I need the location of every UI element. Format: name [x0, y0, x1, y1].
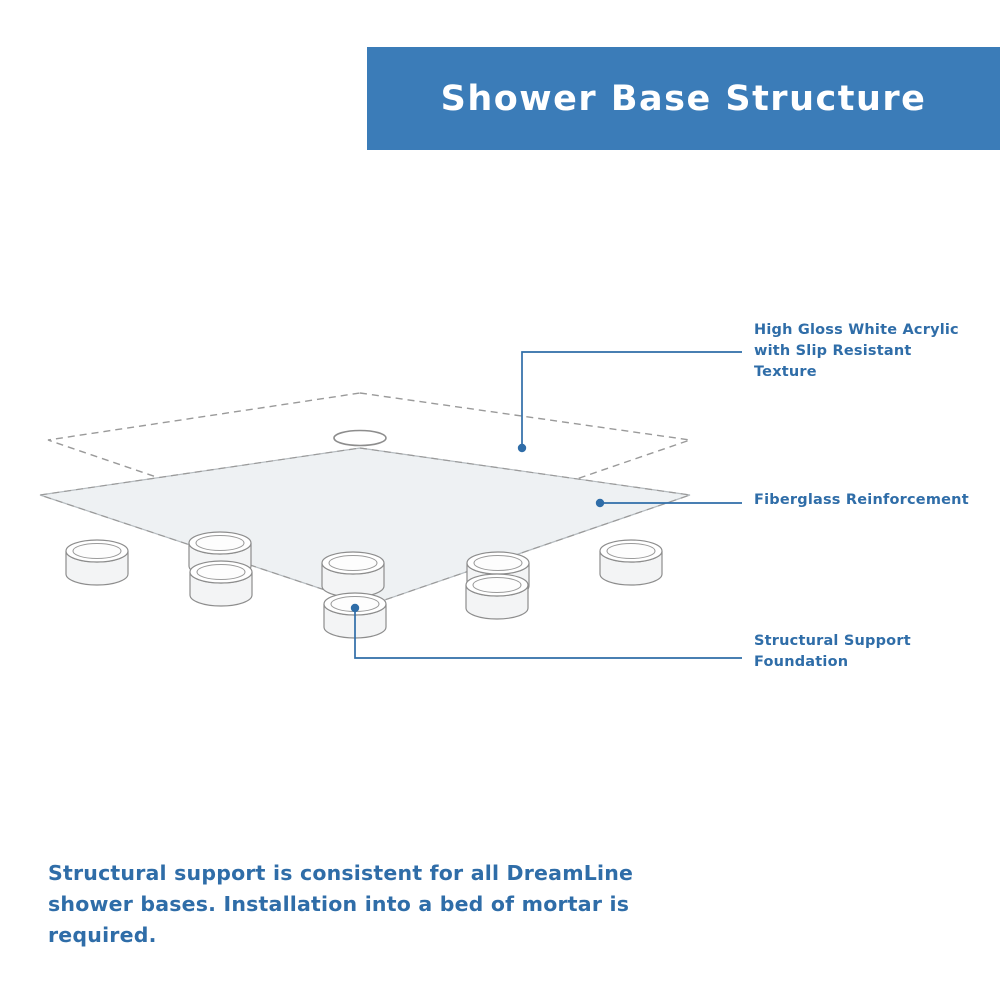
support-ring	[466, 574, 528, 619]
support-ring	[600, 540, 662, 585]
callout-label-fiberglass: Fiberglass Reinforcement	[754, 492, 969, 508]
support-ring	[322, 552, 384, 597]
callout-label-support: Structural Support Foundation	[754, 633, 911, 671]
support-ring	[190, 561, 252, 606]
leader-dot-acrylic	[518, 444, 526, 452]
page-title: Shower Base Structure	[440, 78, 927, 119]
callout-label-acrylic: High Gloss White Acrylic with Slip Resistant Texture	[754, 322, 959, 381]
leader-acrylic	[522, 352, 742, 448]
support-ring	[66, 540, 128, 585]
drain-opening	[334, 431, 386, 446]
leader-support	[355, 608, 742, 658]
leader-dot-support	[351, 604, 359, 612]
leader-dot-fiberglass	[596, 499, 604, 507]
footer-note: Structural support is consistent for all DreamLine shower bases. Installation into a bed of mortar is required.	[48, 861, 634, 948]
